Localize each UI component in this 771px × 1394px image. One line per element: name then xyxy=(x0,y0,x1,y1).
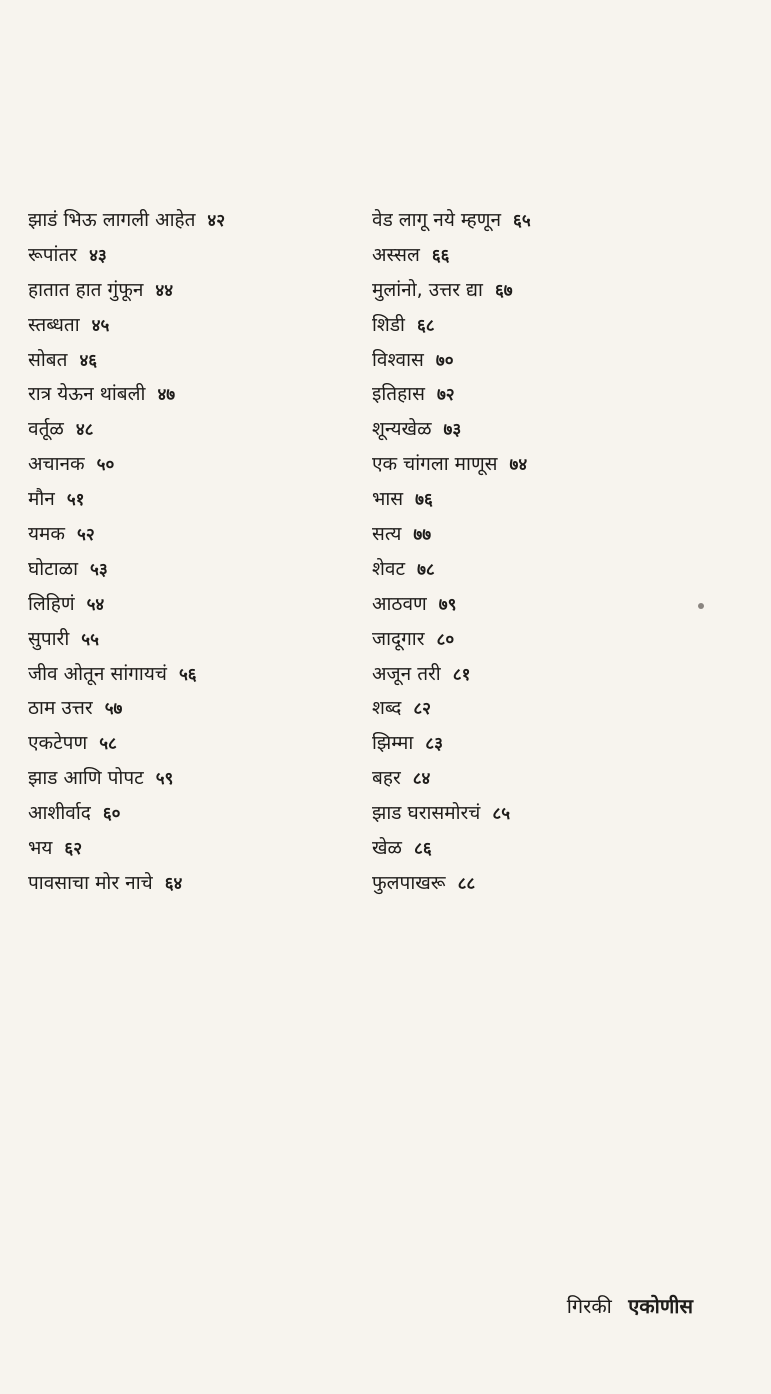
toc-entry-page: ७८ xyxy=(417,559,435,580)
toc-entry xyxy=(28,450,348,485)
toc-entry xyxy=(372,206,732,241)
toc-entry-page: ५४ xyxy=(86,594,105,615)
toc-entry-title: वर्तूळ xyxy=(28,418,64,441)
toc-entry xyxy=(372,485,732,520)
toc-entry xyxy=(28,764,348,799)
toc-entry-title: पावसाचा मोर नाचे xyxy=(28,871,153,894)
toc-entry-page: ६५ xyxy=(513,211,531,231)
toc-entry-title: सोबत xyxy=(28,348,68,371)
toc-entry-title: फुलपाखरू xyxy=(372,871,446,894)
toc-entry-title: जीव ओतून सांगायचं xyxy=(28,662,167,685)
toc-entry xyxy=(372,869,732,904)
toc-entry-page: ८८ xyxy=(457,873,476,894)
contents-column-right xyxy=(372,206,732,904)
toc-entry xyxy=(372,311,732,346)
toc-entry-title: झाड आणि पोपट xyxy=(28,767,144,790)
toc-entry-title: रात्र येऊन थांबली xyxy=(28,383,146,406)
page-number: एकोणीस xyxy=(628,1294,693,1318)
toc-entry-page: ६० xyxy=(102,804,121,825)
toc-entry xyxy=(28,555,348,590)
toc-entry-page: ५८ xyxy=(99,734,117,755)
toc-entry-title: भय xyxy=(28,837,53,860)
toc-entry-page: ७२ xyxy=(436,385,455,406)
toc-entry-title: लिहिणं xyxy=(28,592,75,615)
toc-entry-title: ठाम उत्तर xyxy=(28,697,93,720)
toc-entry-page: ७७ xyxy=(413,525,432,546)
toc-entry-page: ४२ xyxy=(207,211,226,231)
toc-entry xyxy=(28,520,348,555)
toc-entry xyxy=(372,799,732,834)
toc-entry xyxy=(28,834,348,869)
contents-column-left xyxy=(28,206,348,904)
toc-entry xyxy=(28,625,348,660)
toc-entry-page: ८२ xyxy=(413,699,432,720)
toc-entry xyxy=(28,485,348,520)
toc-entry-page: ४८ xyxy=(75,420,94,441)
toc-entry-title: इतिहास xyxy=(372,383,425,406)
running-title: गिरकी xyxy=(566,1294,612,1318)
toc-entry-title: बहर xyxy=(372,767,401,790)
toc-entry xyxy=(372,415,732,450)
toc-entry-title: मौन xyxy=(28,488,55,511)
toc-entry xyxy=(28,276,348,311)
toc-entry-page: ५९ xyxy=(155,769,174,790)
toc-entry xyxy=(372,450,732,485)
toc-entry-title: खेळ xyxy=(372,837,402,860)
toc-entry-title: शिडी xyxy=(372,313,405,336)
toc-entry-page: ८३ xyxy=(425,734,443,755)
toc-entry xyxy=(372,729,732,764)
toc-entry-page: ५२ xyxy=(76,525,95,546)
toc-entry-title: एक चांगला माणूस xyxy=(372,453,498,476)
toc-entry xyxy=(28,311,348,346)
toc-entry-page: ६६ xyxy=(431,245,450,266)
toc-entry xyxy=(372,380,732,415)
toc-entry-page: ७० xyxy=(435,350,454,371)
toc-entry xyxy=(372,590,732,625)
toc-entry xyxy=(28,660,348,695)
toc-entry-title: जादूगार xyxy=(372,627,425,650)
toc-entry-page: ४७ xyxy=(157,385,176,406)
toc-entry-title: शेवट xyxy=(372,557,406,580)
toc-entry xyxy=(28,694,348,729)
toc-entry-title: झाड घरासमोरचं xyxy=(372,802,481,825)
toc-entry-title: अस्सल xyxy=(372,243,420,266)
toc-entry-title: भास xyxy=(372,488,404,511)
ink-speck xyxy=(698,603,704,609)
toc-entry-title: विश्वास xyxy=(372,348,424,371)
toc-entry-page: ८४ xyxy=(412,769,431,790)
toc-entry-title: यमक xyxy=(28,523,65,546)
toc-entry-page: ५३ xyxy=(90,559,108,580)
toc-entry-title: वेड लागू नये म्हणून xyxy=(372,209,502,231)
toc-entry-title: शब्द xyxy=(372,697,402,720)
toc-entry xyxy=(372,764,732,799)
toc-entry-page: ८१ xyxy=(452,664,471,685)
toc-entry-page: ६४ xyxy=(164,873,183,894)
toc-entry-page: ८० xyxy=(436,629,455,650)
toc-entry-page: ७९ xyxy=(438,594,457,615)
toc-entry-title: शून्यखेळ xyxy=(372,418,432,441)
toc-entry-page: ५१ xyxy=(66,490,85,511)
toc-entry-title: अजून तरी xyxy=(372,662,441,685)
toc-entry-page: ४४ xyxy=(155,280,174,301)
toc-entry xyxy=(372,694,732,729)
toc-entry xyxy=(372,241,732,276)
toc-entry-page: ५६ xyxy=(178,664,197,685)
toc-entry xyxy=(372,660,732,695)
toc-entry-title: मुलांनो, उत्तर द्या xyxy=(372,278,483,301)
toc-entry-title: आठवण xyxy=(372,592,427,615)
toc-entry xyxy=(28,415,348,450)
toc-entry-title: सत्य xyxy=(372,523,402,546)
toc-entry xyxy=(28,590,348,625)
toc-entry xyxy=(372,834,732,869)
toc-entry xyxy=(28,729,348,764)
toc-entry xyxy=(372,555,732,590)
toc-entry xyxy=(372,276,732,311)
page-footer xyxy=(567,1292,693,1319)
toc-entry-page: ७४ xyxy=(509,455,528,476)
toc-entry-title: झाडं भिऊ लागली आहेत xyxy=(28,209,196,231)
toc-entry-page: ८६ xyxy=(413,839,432,860)
toc-entry-page: ६२ xyxy=(64,839,83,860)
toc-entry-page: ५७ xyxy=(104,699,123,720)
toc-entry-title: झिम्मा xyxy=(372,732,414,755)
toc-entry-title: अचानक xyxy=(28,453,85,476)
toc-entry-title: घोटाळा xyxy=(28,557,79,580)
toc-entry xyxy=(372,625,732,660)
toc-entry xyxy=(28,241,348,276)
toc-entry xyxy=(372,346,732,381)
toc-entry xyxy=(28,346,348,381)
toc-entry-page: ७६ xyxy=(415,490,433,511)
toc-entry-page: ८५ xyxy=(492,804,511,825)
toc-entry-title: स्तब्धता xyxy=(28,313,80,336)
toc-entry xyxy=(372,520,732,555)
toc-entry xyxy=(28,799,348,834)
toc-entry-title: एकटेपण xyxy=(28,732,88,755)
toc-entry-title: सुपारी xyxy=(28,627,70,650)
toc-entry xyxy=(28,869,348,904)
toc-entry-page: ४३ xyxy=(89,245,107,266)
toc-entry-page: ५५ xyxy=(81,629,99,650)
toc-entry-title: आशीर्वाद xyxy=(28,802,91,825)
toc-entry-page: ५० xyxy=(96,455,115,476)
toc-entry-page: ६७ xyxy=(494,280,513,301)
toc-entry-page: ७३ xyxy=(443,420,462,441)
toc-entry-title: हातात हात गुंफून xyxy=(28,278,144,301)
toc-entry-title: रूपांतर xyxy=(28,243,78,266)
toc-entry-page: ६८ xyxy=(416,315,435,336)
toc-entry xyxy=(28,206,348,241)
toc-entry xyxy=(28,380,348,415)
toc-entry-page: ४५ xyxy=(91,315,110,336)
toc-entry-page: ४६ xyxy=(79,350,98,371)
